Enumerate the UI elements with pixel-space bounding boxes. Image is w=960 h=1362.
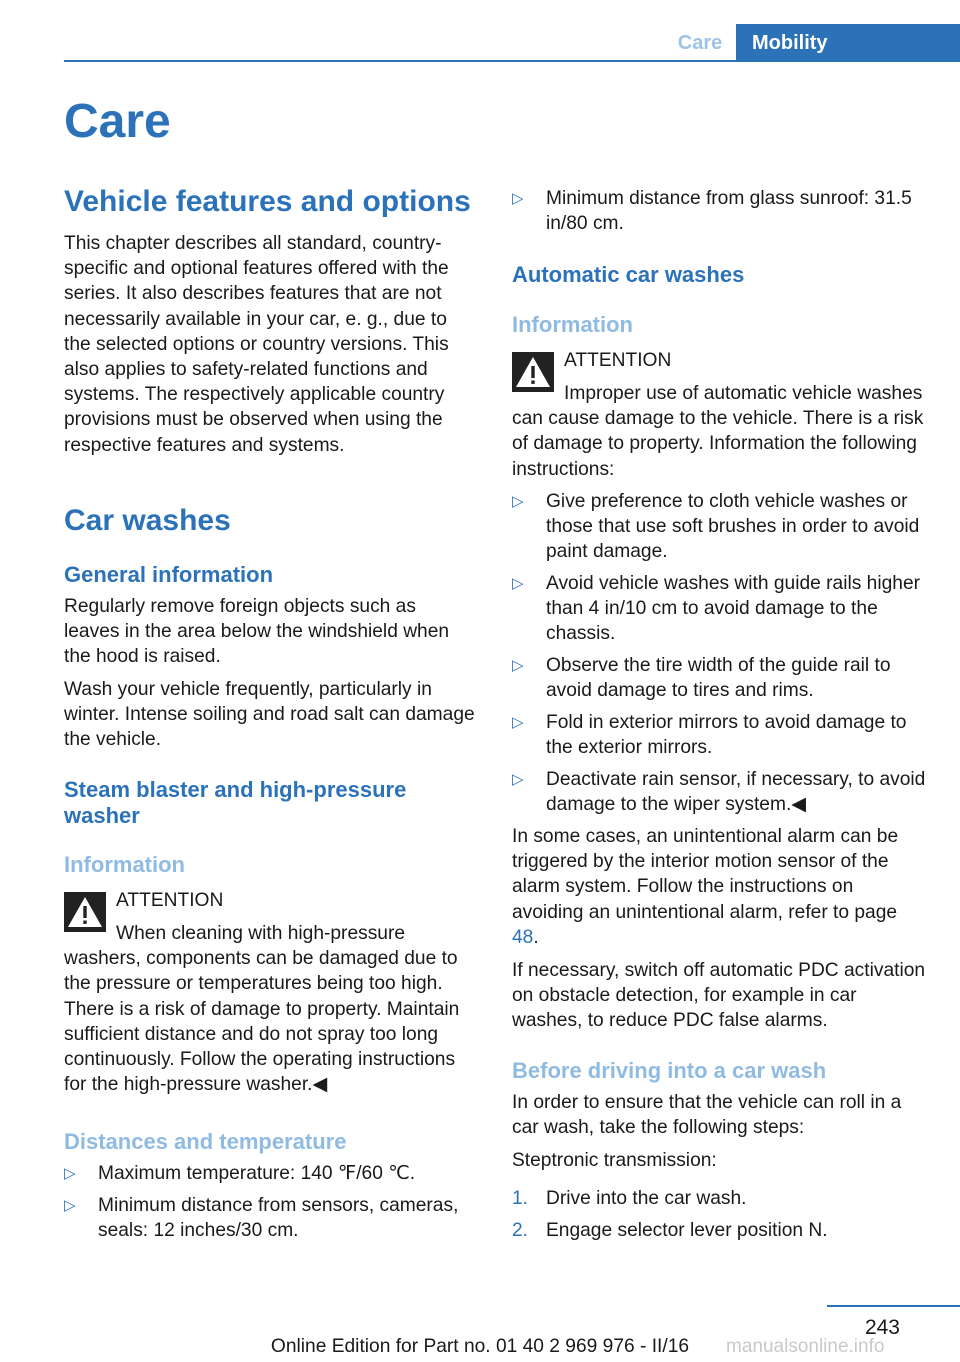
list-item-text: Observe the tire width of the guide rail to avoid damage to tires and rims. (546, 655, 891, 702)
triangle-bullet-icon: ▷ (512, 714, 524, 731)
triangle-bullet-icon: ▷ (64, 1197, 76, 1214)
heading-information-left: Information (64, 852, 185, 877)
triangle-bullet-icon: ▷ (512, 771, 524, 788)
header-tab-care: Care (677, 32, 723, 54)
page-header (0, 0, 960, 62)
list-item (512, 186, 928, 236)
paragraph-pdc: If necessary, switch off automatic PDC activation on obstacle detection, for example in car washes, to reduce PDC false alarms. (512, 960, 926, 1032)
triangle-bullet-icon: ▷ (512, 657, 524, 674)
attention-text-right: Improper use of automatic vehicle washes can cause damage to the vehicle. There is a risk of damage to property. Information the following instructions: (512, 383, 924, 480)
paragraph-before: In order to ensure that the vehicle can roll in a car wash, take the following steps: (512, 1092, 902, 1139)
page-number: 243 (864, 1316, 900, 1339)
list-item-text: Maximum temperature: 140 ℉/60 ℃. (98, 1163, 416, 1184)
list-item-text: Deactivate rain sensor, if necessary, to avoid damage to the wiper system.◀ (546, 769, 926, 816)
numbered-list-item (512, 1218, 928, 1243)
triangle-bullet-icon: ▷ (64, 1165, 76, 1182)
step-number: 2. (512, 1220, 529, 1241)
heading-automatic-car-washes: Automatic car washes (512, 262, 745, 287)
page-link-48[interactable]: 48 (512, 926, 534, 948)
paragraph-alarm-text: In some cases, an unintentional alarm can be triggered by the interior motion sensor of the alarm system. Follow the instructions on avoiding an unintentional alarm, refer to page (512, 826, 899, 923)
list-item (64, 1161, 476, 1186)
heading-steam-blaster: Steam blaster and high-pressure washer (64, 777, 407, 828)
triangle-bullet-icon: ▷ (512, 575, 524, 592)
paragraph-steptronic: Steptronic transmission: (512, 1150, 717, 1171)
list-item (512, 767, 928, 817)
paragraph-general-2: Wash your vehicle frequently, particularly in winter. Intense soiling and road salt can damage the vehicle. (64, 679, 475, 751)
footer-rule (827, 1305, 960, 1307)
list-item-text: Avoid vehicle washes with guide rails higher than 4 in/10 cm to avoid damage to the chassis. (546, 573, 921, 645)
list-item-text: Minimum distance from glass sunroof: 31.5 in/80 cm. (546, 188, 912, 235)
list-item-text: Minimum distance from sensors, cameras, seals: 12 inches/30 cm. (98, 1195, 459, 1242)
heading-before-driving: Before driving into a car wash (512, 1058, 827, 1083)
triangle-bullet-icon: ▷ (512, 190, 524, 207)
paragraph-general-1: Regularly remove foreign objects such as leaves in the area below the windshield when the hood is raised. (64, 596, 450, 668)
list-item-text: Fold in exterior mirrors to avoid damage to the exterior mirrors. (546, 712, 907, 759)
paragraph-alarm-end: . (533, 926, 539, 948)
step-number: 1. (512, 1188, 529, 1209)
heading-car-washes: Car washes (64, 504, 231, 537)
step-text: Engage selector lever position N. (546, 1220, 828, 1241)
step-text: Drive into the car wash. (546, 1188, 747, 1209)
list-item (512, 489, 928, 565)
header-rule (64, 60, 960, 62)
list-item (512, 710, 928, 760)
list-item (512, 571, 928, 647)
triangle-bullet-icon: ▷ (512, 493, 524, 510)
chapter-title: Care (64, 95, 171, 148)
attention-label-right: ATTENTION (564, 350, 672, 371)
list-item (512, 653, 928, 703)
heading-distances-temperature: Distances and temperature (64, 1129, 347, 1154)
numbered-list-item (512, 1186, 928, 1211)
watermark: manualsonline.info (726, 1336, 885, 1357)
paragraph-vehicle-features: This chapter describes all standard, country-specific and optional features offered with the series. It also describes features that are not necessarily available in your car, e. g., due to the selected options or country versions. This also applies to safety-related functions and systems. The respectively applicable country provisions must be observed when using the respective features and systems. (64, 233, 449, 456)
paragraph-alarm (512, 824, 922, 950)
attention-label-left: ATTENTION (116, 890, 224, 911)
attention-text-left: When cleaning with high-pressure washers, components can be damaged due to the pressure or temperatures being too high. There is a risk of damage to property. Maintain sufficient distance and do not spray too long continuously. Follow the operating instructions for the high-pressure washer.◀ (64, 923, 460, 1096)
heading-vehicle-features: Vehicle features and options (64, 185, 471, 218)
heading-information-right: Information (512, 312, 633, 337)
list-item-text: Give preference to cloth vehicle washes or those that use soft brushes in order to avoid paint damage. (546, 491, 920, 563)
edition-note: Online Edition for Part no. 01 40 2 969 976 - II/16 (270, 1336, 690, 1357)
list-item (64, 1193, 476, 1243)
heading-general-information: General information (64, 562, 274, 587)
header-tab-mobility: Mobility (736, 24, 960, 62)
